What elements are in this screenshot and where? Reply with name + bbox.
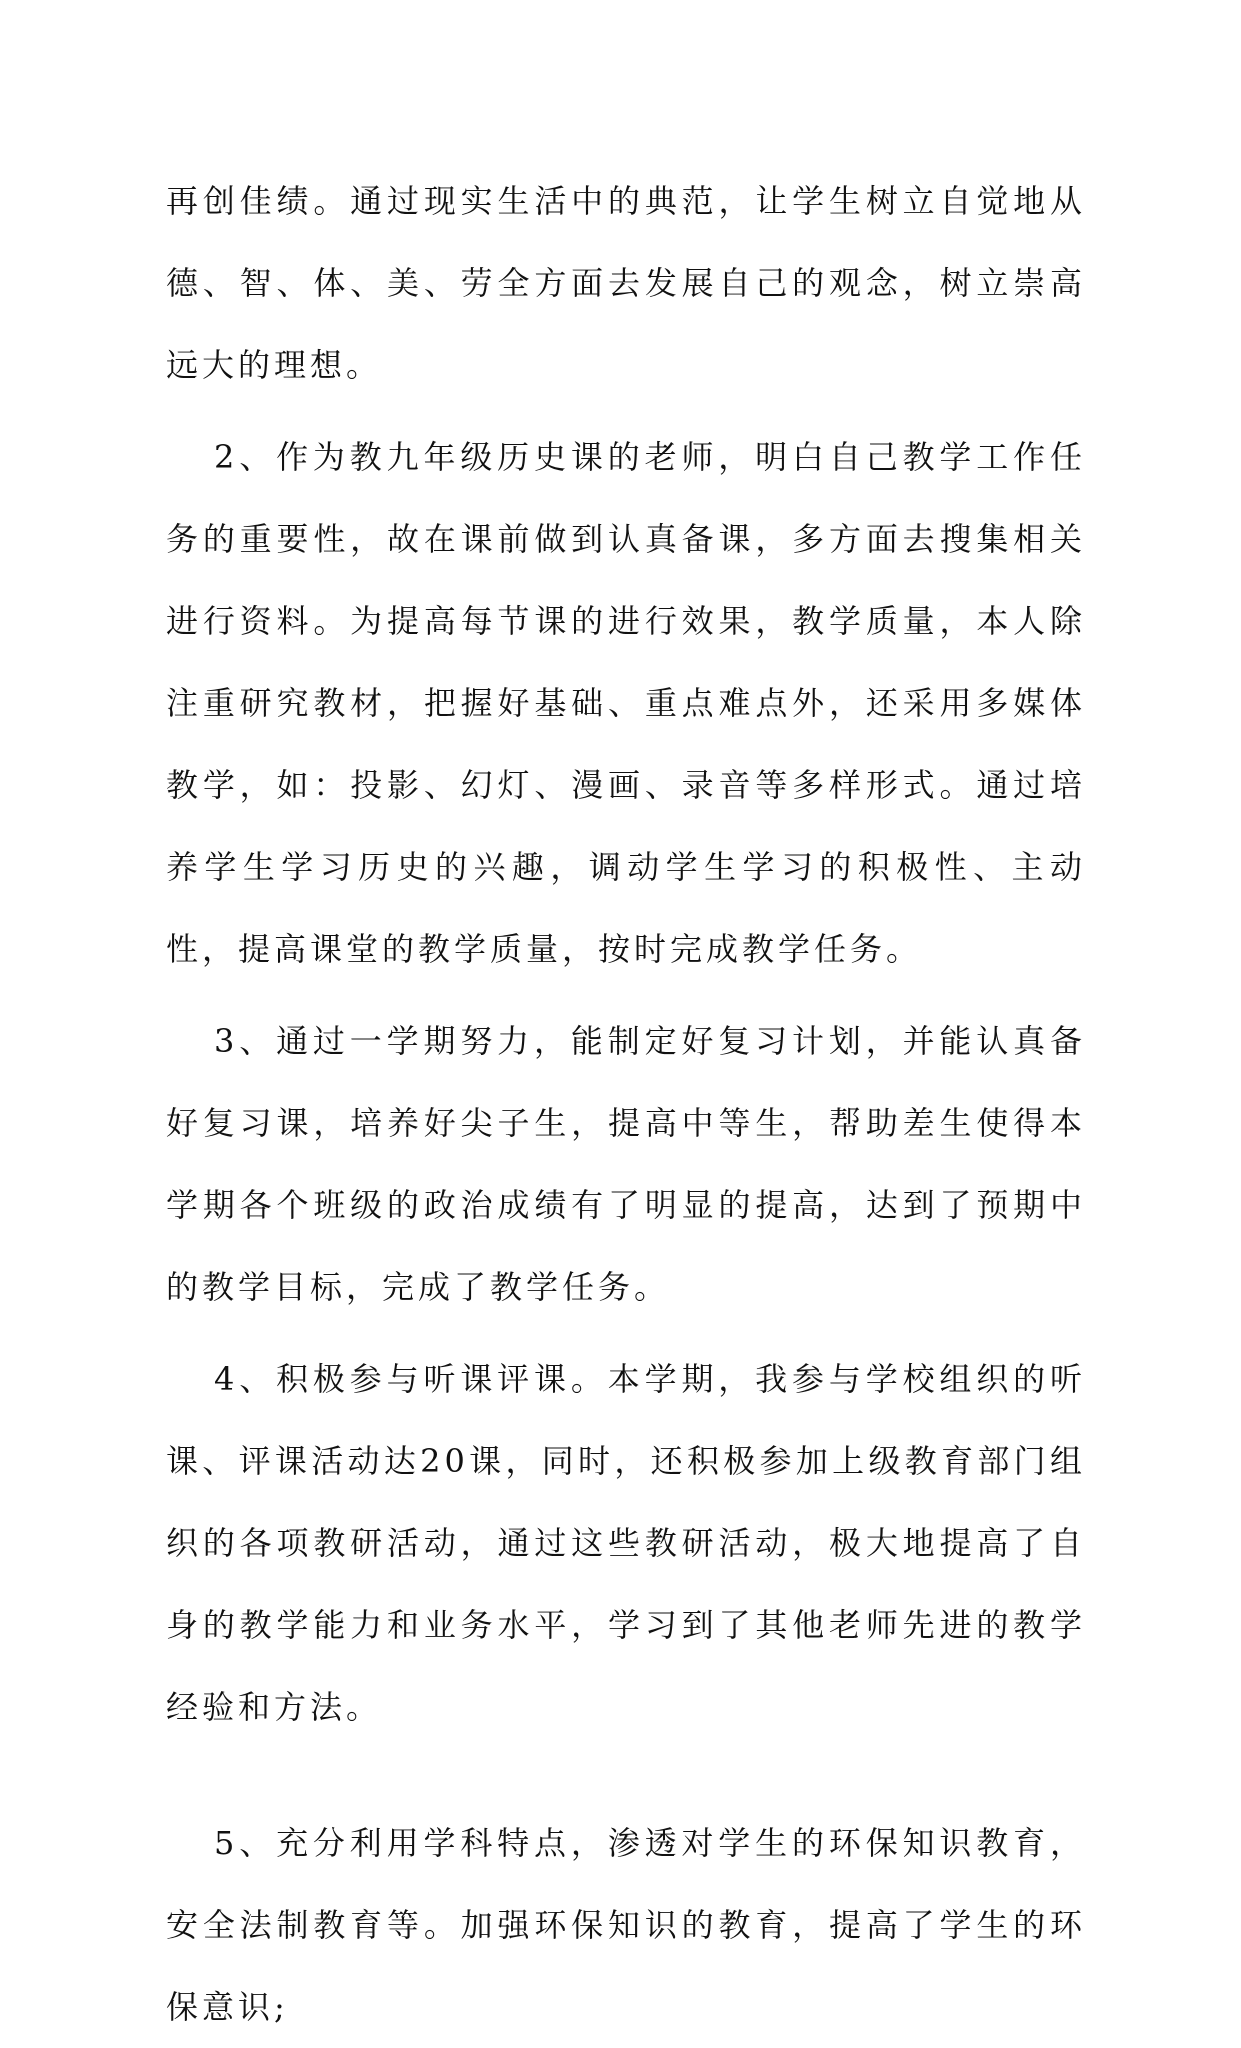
document-body [166,160,1086,2048]
paragraph-item-3: 3、通过一学期努力，能制定好复习计划，并能认真备好复习课，培养好尖子生，提高中等生，帮助差生使得本学期各个班级的政治成绩有了明显的提高，达到了预期中的教学目标，完成了教学任务。 [166,1022,1086,1306]
paragraph-continuation: 再创佳绩。通过现实生活中的典范，让学生树立自觉地从德、智、体、美、劳全方面去发展自己的观念，树立崇高远大的理想。 [166,182,1086,384]
paragraph-item-2: 2、作为教九年级历史课的老师，明白自己教学工作任务的重要性，故在课前做到认真备课，多方面去搜集相关进行资料。为提高每节课的进行效果，教学质量，本人除注重研究教材，把握好基础、重点难点外，还采用多媒体教学，如：投影、幻灯、漫画、录音等多样形式。通过培养学生学习历史的兴趣，调动学生学习的积极性、主动性，提高课堂的教学质量，按时完成教学任务。 [166,438,1086,968]
paragraph-item-4: 4、积极参与听课评课。本学期，我参与学校组织的听课、评课活动达20课，同时，还积极参加上级教育部门组织的各项教研活动，通过这些教研活动，极大地提高了自身的教学能力和业务水平，学习到了其他老师先进的教学经验和方法。 [166,1360,1086,1726]
paragraph-item-5: 5、充分利用学科特点，渗透对学生的环保知识教育，安全法制教育等。加强环保知识的教育，提高了学生的环保意识; [166,1824,1086,2026]
